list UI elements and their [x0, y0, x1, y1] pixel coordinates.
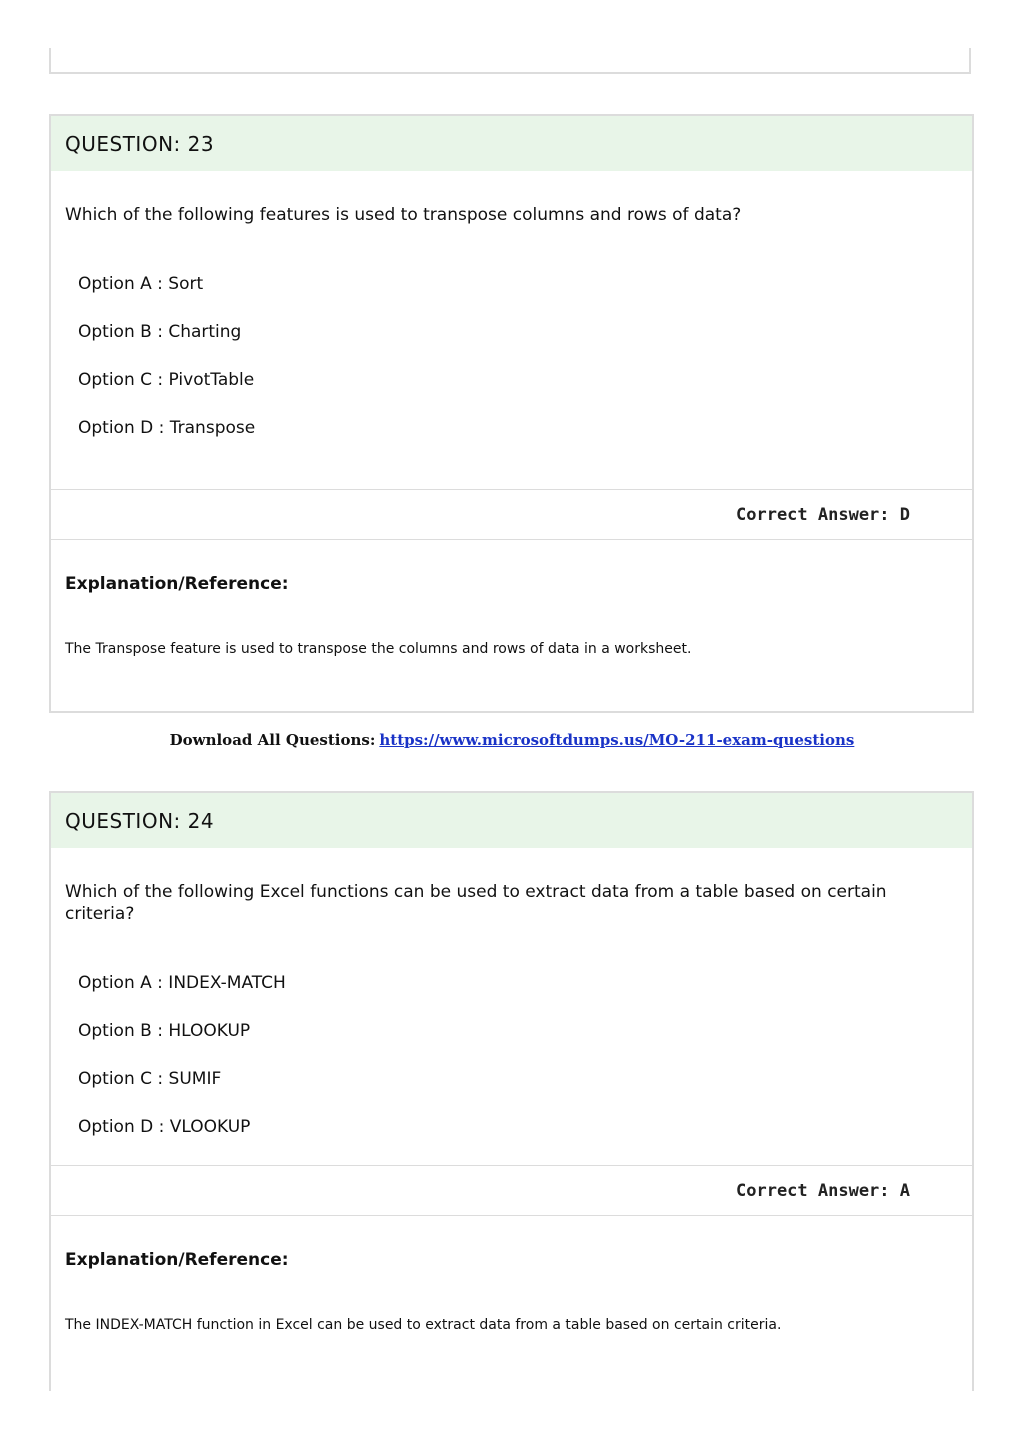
options-list	[65, 972, 958, 1138]
option-b: Option B : Charting	[78, 322, 242, 342]
download-link[interactable]: https://www.microsoftdumps.us/MO-211-exam-questions	[379, 731, 855, 749]
option-c: Option C : PivotTable	[78, 370, 255, 390]
question-number: QUESTION: 24	[65, 808, 215, 833]
explanation-title: Explanation/Reference:	[65, 1250, 289, 1270]
explanation-text: The INDEX-MATCH function in Excel can be used to extract data from a table based on certain criteria.	[65, 1317, 782, 1333]
question-number: QUESTION: 23	[65, 131, 215, 156]
correct-answer-row	[51, 489, 972, 540]
question-text: Which of the following features is used to transpose columns and rows of data?	[65, 205, 742, 225]
question-header	[51, 116, 972, 171]
options-list	[65, 273, 958, 439]
question-card	[49, 791, 974, 1391]
question-body	[51, 848, 972, 1138]
correct-answer: Correct Answer: D	[736, 504, 910, 525]
option-b: Option B : HLOOKUP	[78, 1021, 251, 1041]
question-text: Which of the following Excel functions can be used to extract data from a table based on certain criteria?	[65, 882, 887, 924]
option-a: Option A : INDEX-MATCH	[78, 973, 286, 993]
explanation-section	[65, 1249, 958, 1334]
question-body	[51, 171, 972, 439]
question-header	[51, 793, 972, 848]
question-card	[49, 114, 974, 713]
explanation-title: Explanation/Reference:	[65, 574, 289, 594]
download-line	[0, 731, 1024, 749]
correct-answer: Correct Answer: A	[736, 1180, 910, 1201]
option-d: Option D : Transpose	[78, 418, 256, 438]
correct-answer-row	[51, 1165, 972, 1216]
explanation-text: The Transpose feature is used to transpose the columns and rows of data in a worksheet.	[65, 641, 692, 657]
download-label: Download All Questions:	[169, 731, 376, 749]
previous-question-card-bottom	[49, 48, 971, 74]
option-c: Option C : SUMIF	[78, 1069, 222, 1089]
option-d: Option D : VLOOKUP	[78, 1117, 251, 1137]
explanation-section	[65, 573, 958, 658]
option-a: Option A : Sort	[78, 274, 204, 294]
